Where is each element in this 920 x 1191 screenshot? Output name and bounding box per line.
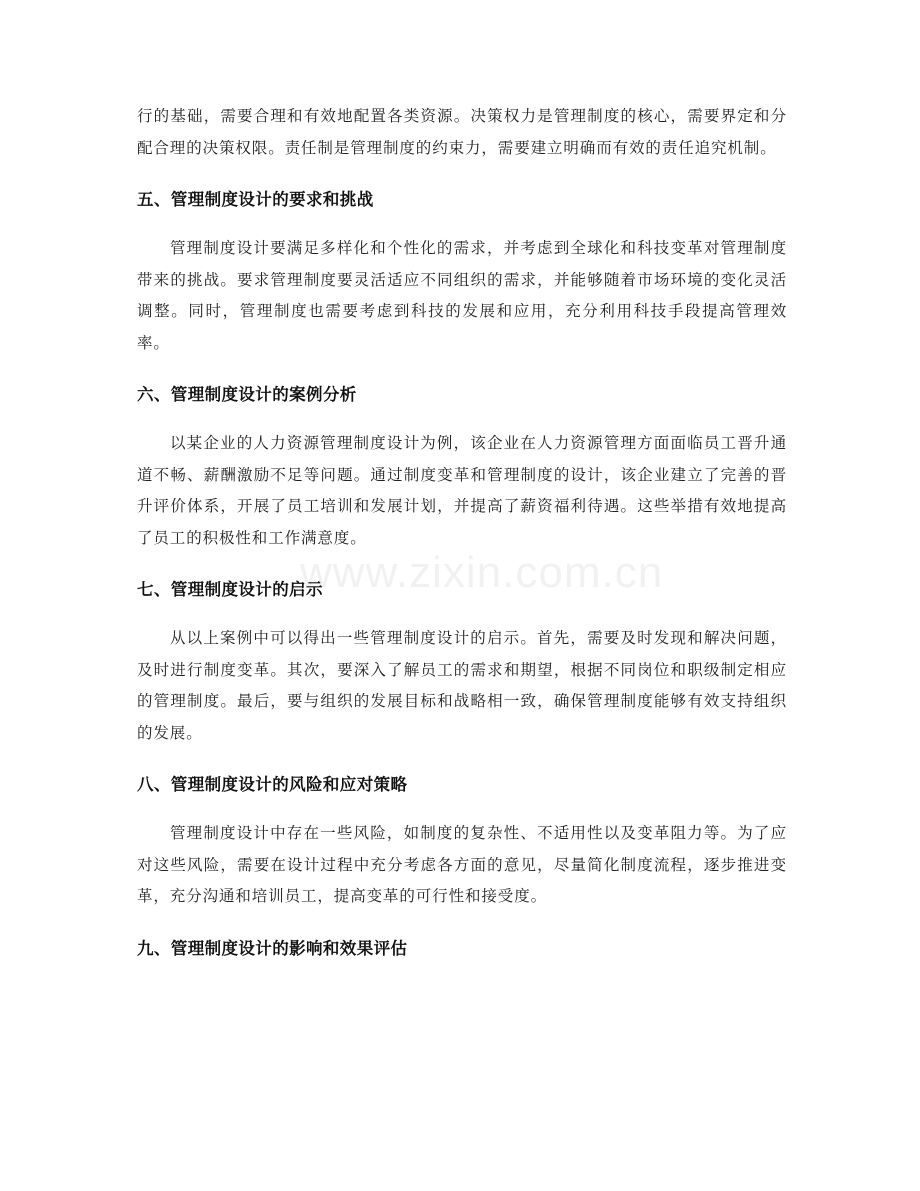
section-5	[137, 233, 787, 359]
section-8	[137, 818, 787, 913]
section-heading-5-wrap	[137, 187, 787, 213]
section-heading: 八、管理制度设计的风险和应对策略	[137, 775, 408, 794]
section-heading: 六、管理制度设计的案例分析	[137, 385, 357, 404]
section-continued	[137, 101, 787, 164]
section-heading: 五、管理制度设计的要求和挑战	[137, 190, 374, 209]
section-6	[137, 428, 787, 554]
section-heading-9-wrap	[137, 936, 787, 962]
paragraph-continued: 行的基础，需要合理和有效地配置各类资源。决策权力是管理制度的核心，需要界定和分配合理的决策权限。责任制是管理制度的约束力，需要建立明确而有效的责任追究机制。	[137, 107, 787, 157]
section-heading-7-wrap	[137, 577, 787, 603]
section-heading-8-wrap	[137, 772, 787, 798]
section-paragraph: 管理制度设计中存在一些风险，如制度的复杂性、不适用性以及变革阻力等。为了应对这些风险，需要在设计过程中充分考虑各方面的意见，尽量简化制度流程，逐步推进变革，充分沟通和培训员工，提高变革的可行性和接受度。	[137, 824, 787, 905]
document-body	[137, 101, 787, 982]
section-paragraph: 管理制度设计要满足多样化和个性化的需求，并考虑到全球化和科技变革对管理制度带来的挑战。要求管理制度要灵活适应不同组织的需求，并能够随着市场环境的变化灵活调整。同时，管理制度也需要考虑到科技的发展和应用，充分利用科技手段提高管理效率。	[137, 239, 787, 352]
section-paragraph: 从以上案例中可以得出一些管理制度设计的启示。首先，需要及时发现和解决问题，及时进行制度变革。其次，要深入了解员工的需求和期望，根据不同岗位和职级制定相应的管理制度。最后，要与组织的发展目标和战略相一致，确保管理制度能够有效支持组织的发展。	[137, 629, 787, 742]
section-7	[137, 623, 787, 749]
section-heading: 七、管理制度设计的启示	[137, 580, 323, 599]
section-heading: 九、管理制度设计的影响和效果评估	[137, 938, 408, 958]
section-heading-6-wrap	[137, 382, 787, 408]
section-paragraph: 以某企业的人力资源管理制度设计为例，该企业在人力资源管理方面面临员工晋升通道不畅、薪酬激励不足等问题。通过制度变革和管理制度的设计，该企业建立了完善的晋升评价体系，开展了员工培训和发展计划，并提高了薪资福利待遇。这些举措有效地提高了员工的积极性和工作满意度。	[137, 434, 787, 547]
watermark: www.zixin.com.cn	[300, 548, 664, 597]
